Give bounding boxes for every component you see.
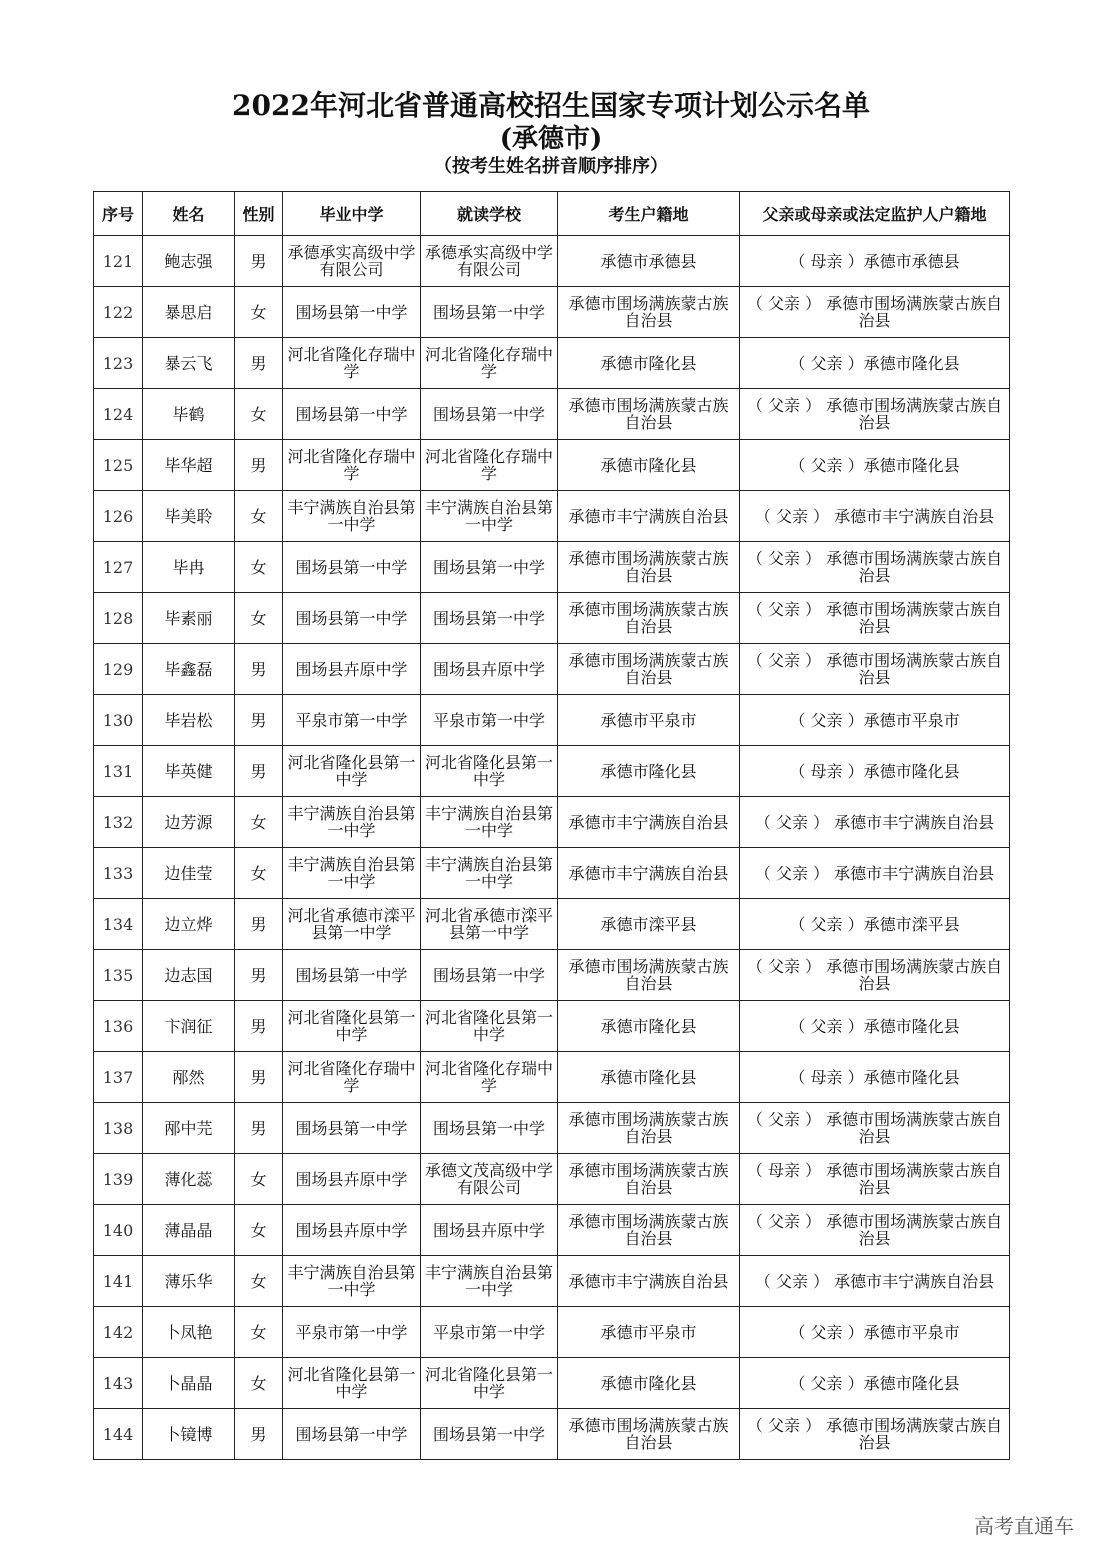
cell-name: 毕素丽	[143, 593, 235, 644]
cell-household: 承德市围场满族蒙古族自治县	[558, 1409, 740, 1460]
cell-gender: 男	[235, 1052, 283, 1103]
cell-current-school: 围场县第一中学	[421, 389, 558, 440]
watermark: 高考直通车	[974, 1514, 1074, 1538]
cell-grad-school: 围场县第一中学	[283, 1103, 421, 1154]
col-header-grad-school: 毕业中学	[283, 192, 421, 236]
table-row	[94, 287, 1010, 338]
table-row	[94, 746, 1010, 797]
cell-grad-school: 河北省隆化存瑞中学	[283, 338, 421, 389]
cell-grad-school: 河北省承德市滦平县第一中学	[283, 899, 421, 950]
cell-current-school: 围场县卉原中学	[421, 1205, 558, 1256]
cell-name: 边立烨	[143, 899, 235, 950]
cell-name: 薄晶晶	[143, 1205, 235, 1256]
cell-current-school: 围场县第一中学	[421, 1409, 558, 1460]
cell-seq: 139	[94, 1154, 143, 1205]
cell-household: 承德市隆化县	[558, 338, 740, 389]
cell-name: 薄乐华	[143, 1256, 235, 1307]
cell-current-school: 丰宁满族自治县第一中学	[421, 848, 558, 899]
cell-guardian-household: （ 父亲 ）承德市平泉市	[740, 1307, 1010, 1358]
cell-grad-school: 承德承实高级中学有限公司	[283, 236, 421, 287]
table-row	[94, 1052, 1010, 1103]
cell-seq: 141	[94, 1256, 143, 1307]
cell-guardian-household: （ 父亲 ） 承德市围场满族蒙古族自治县	[740, 287, 1010, 338]
table-row	[94, 542, 1010, 593]
cell-grad-school: 丰宁满族自治县第一中学	[283, 491, 421, 542]
cell-current-school: 丰宁满族自治县第一中学	[421, 797, 558, 848]
cell-seq: 134	[94, 899, 143, 950]
cell-household: 承德市隆化县	[558, 1001, 740, 1052]
cell-grad-school: 围场县第一中学	[283, 950, 421, 1001]
cell-seq: 142	[94, 1307, 143, 1358]
cell-guardian-household: （ 父亲 ）承德市隆化县	[740, 1358, 1010, 1409]
table-row	[94, 389, 1010, 440]
page-title: 2022年河北省普通高校招生国家专项计划公示名单	[232, 89, 870, 122]
cell-guardian-household: （ 父亲 ） 承德市围场满族蒙古族自治县	[740, 644, 1010, 695]
cell-grad-school: 河北省隆化县第一中学	[283, 746, 421, 797]
cell-grad-school: 丰宁满族自治县第一中学	[283, 1256, 421, 1307]
cell-current-school: 河北省隆化县第一中学	[421, 1358, 558, 1409]
cell-guardian-household: （ 父亲 ） 承德市围场满族蒙古族自治县	[740, 593, 1010, 644]
cell-name: 毕冉	[143, 542, 235, 593]
cell-gender: 男	[235, 746, 283, 797]
cell-household: 承德市隆化县	[558, 746, 740, 797]
cell-grad-school: 围场县第一中学	[283, 1409, 421, 1460]
cell-name: 卜镜博	[143, 1409, 235, 1460]
cell-grad-school: 围场县第一中学	[283, 287, 421, 338]
cell-gender: 男	[235, 899, 283, 950]
table-row	[94, 644, 1010, 695]
cell-seq: 126	[94, 491, 143, 542]
cell-grad-school: 平泉市第一中学	[283, 1307, 421, 1358]
cell-name: 卜凤艳	[143, 1307, 235, 1358]
cell-grad-school: 河北省隆化存瑞中学	[283, 1052, 421, 1103]
cell-guardian-household: （ 父亲 ）承德市隆化县	[740, 338, 1010, 389]
cell-household: 承德市滦平县	[558, 899, 740, 950]
cell-household: 承德市丰宁满族自治县	[558, 797, 740, 848]
cell-seq: 128	[94, 593, 143, 644]
cell-guardian-household: （ 父亲 ） 承德市丰宁满族自治县	[740, 797, 1010, 848]
cell-current-school: 河北省隆化县第一中学	[421, 746, 558, 797]
table-row	[94, 848, 1010, 899]
cell-guardian-household: （ 母亲 ） 承德市围场满族蒙古族自治县	[740, 1154, 1010, 1205]
table-row	[94, 1358, 1010, 1409]
cell-current-school: 河北省隆化存瑞中学	[421, 338, 558, 389]
cell-guardian-household: （ 父亲 ） 承德市围场满族蒙古族自治县	[740, 542, 1010, 593]
cell-grad-school: 丰宁满族自治县第一中学	[283, 848, 421, 899]
cell-name: 暴思启	[143, 287, 235, 338]
cell-gender: 男	[235, 338, 283, 389]
cell-seq: 144	[94, 1409, 143, 1460]
cell-current-school: 河北省隆化存瑞中学	[421, 440, 558, 491]
cell-name: 毕英健	[143, 746, 235, 797]
table-row	[94, 1307, 1010, 1358]
cell-household: 承德市丰宁满族自治县	[558, 1256, 740, 1307]
table-row	[94, 695, 1010, 746]
cell-seq: 124	[94, 389, 143, 440]
cell-seq: 127	[94, 542, 143, 593]
cell-guardian-household: （ 父亲 ） 承德市丰宁满族自治县	[740, 1256, 1010, 1307]
cell-household: 承德市围场满族蒙古族自治县	[558, 1154, 740, 1205]
cell-household: 承德市丰宁满族自治县	[558, 848, 740, 899]
cell-household: 承德市围场满族蒙古族自治县	[558, 644, 740, 695]
cell-current-school: 围场县卉原中学	[421, 644, 558, 695]
cell-guardian-household: （ 父亲 ）承德市隆化县	[740, 440, 1010, 491]
cell-current-school: 承德文茂高级中学有限公司	[421, 1154, 558, 1205]
cell-gender: 女	[235, 542, 283, 593]
cell-name: 边芳源	[143, 797, 235, 848]
cell-seq: 122	[94, 287, 143, 338]
cell-guardian-household: （ 父亲 ）承德市隆化县	[740, 1001, 1010, 1052]
cell-grad-school: 围场县第一中学	[283, 593, 421, 644]
cell-current-school: 丰宁满族自治县第一中学	[421, 1256, 558, 1307]
cell-seq: 136	[94, 1001, 143, 1052]
table-row	[94, 338, 1010, 389]
cell-seq: 131	[94, 746, 143, 797]
cell-grad-school: 河北省隆化县第一中学	[283, 1001, 421, 1052]
cell-guardian-household: （ 母亲 ）承德市隆化县	[740, 746, 1010, 797]
cell-household: 承德市围场满族蒙古族自治县	[558, 593, 740, 644]
table-row	[94, 1154, 1010, 1205]
cell-gender: 男	[235, 236, 283, 287]
cell-household: 承德市隆化县	[558, 1358, 740, 1409]
cell-household: 承德市围场满族蒙古族自治县	[558, 1103, 740, 1154]
cell-guardian-household: （ 父亲 ） 承德市围场满族蒙古族自治县	[740, 1409, 1010, 1460]
cell-seq: 130	[94, 695, 143, 746]
cell-seq: 143	[94, 1358, 143, 1409]
cell-gender: 女	[235, 848, 283, 899]
cell-gender: 男	[235, 644, 283, 695]
table-body	[94, 236, 1010, 1460]
cell-gender: 女	[235, 491, 283, 542]
table-row	[94, 1256, 1010, 1307]
cell-gender: 女	[235, 797, 283, 848]
col-header-seq: 序号	[94, 192, 143, 236]
cell-seq: 140	[94, 1205, 143, 1256]
cell-guardian-household: （ 母亲 ）承德市承德县	[740, 236, 1010, 287]
col-header-current-school: 就读学校	[421, 192, 558, 236]
cell-guardian-household: （ 父亲 ） 承德市围场满族蒙古族自治县	[740, 950, 1010, 1001]
cell-guardian-household: （ 父亲 ） 承德市围场满族蒙古族自治县	[740, 1103, 1010, 1154]
table-row	[94, 1409, 1010, 1460]
cell-grad-school: 围场县第一中学	[283, 542, 421, 593]
cell-gender: 男	[235, 440, 283, 491]
cell-guardian-household: （ 父亲 ） 承德市丰宁满族自治县	[740, 491, 1010, 542]
roster-table	[93, 191, 1010, 1460]
cell-current-school: 围场县第一中学	[421, 593, 558, 644]
cell-current-school: 丰宁满族自治县第一中学	[421, 491, 558, 542]
cell-gender: 男	[235, 1001, 283, 1052]
cell-gender: 男	[235, 1103, 283, 1154]
cell-gender: 女	[235, 1205, 283, 1256]
cell-guardian-household: （ 父亲 ）承德市滦平县	[740, 899, 1010, 950]
cell-guardian-household: （ 父亲 ） 承德市围场满族蒙古族自治县	[740, 389, 1010, 440]
cell-current-school: 围场县第一中学	[421, 1103, 558, 1154]
cell-name: 毕鑫磊	[143, 644, 235, 695]
cell-grad-school: 河北省隆化县第一中学	[283, 1358, 421, 1409]
cell-name: 边佳莹	[143, 848, 235, 899]
cell-name: 薄化蕊	[143, 1154, 235, 1205]
cell-seq: 135	[94, 950, 143, 1001]
cell-grad-school: 围场县卉原中学	[283, 1205, 421, 1256]
cell-grad-school: 围场县卉原中学	[283, 1154, 421, 1205]
cell-grad-school: 丰宁满族自治县第一中学	[283, 797, 421, 848]
cell-name: 边志国	[143, 950, 235, 1001]
col-header-gender: 性别	[235, 192, 283, 236]
cell-gender: 女	[235, 593, 283, 644]
cell-current-school: 河北省隆化存瑞中学	[421, 1052, 558, 1103]
cell-name: 毕岩松	[143, 695, 235, 746]
cell-name: 卜晶晶	[143, 1358, 235, 1409]
cell-current-school: 河北省承德市滦平县第一中学	[421, 899, 558, 950]
table-row	[94, 491, 1010, 542]
cell-household: 承德市围场满族蒙古族自治县	[558, 542, 740, 593]
cell-name: 毕鹤	[143, 389, 235, 440]
table-row	[94, 950, 1010, 1001]
table-row	[94, 593, 1010, 644]
cell-seq: 129	[94, 644, 143, 695]
col-header-name: 姓名	[143, 192, 235, 236]
cell-current-school: 围场县第一中学	[421, 287, 558, 338]
cell-guardian-household: （ 父亲 ）承德市平泉市	[740, 695, 1010, 746]
cell-household: 承德市平泉市	[558, 695, 740, 746]
cell-name: 暴云飞	[143, 338, 235, 389]
cell-gender: 男	[235, 1409, 283, 1460]
cell-name: 鲍志强	[143, 236, 235, 287]
cell-household: 承德市隆化县	[558, 1052, 740, 1103]
cell-household: 承德市围场满族蒙古族自治县	[558, 389, 740, 440]
cell-current-school: 平泉市第一中学	[421, 695, 558, 746]
cell-current-school: 平泉市第一中学	[421, 1307, 558, 1358]
cell-household: 承德市围场满族蒙古族自治县	[558, 950, 740, 1001]
cell-gender: 女	[235, 1307, 283, 1358]
col-header-guardian-household: 父亲或母亲或法定监护人户籍地	[740, 192, 1010, 236]
cell-seq: 133	[94, 848, 143, 899]
cell-gender: 女	[235, 389, 283, 440]
cell-name: 毕美聆	[143, 491, 235, 542]
table-row	[94, 797, 1010, 848]
cell-current-school: 河北省隆化县第一中学	[421, 1001, 558, 1052]
cell-grad-school: 河北省隆化存瑞中学	[283, 440, 421, 491]
table-row	[94, 236, 1010, 287]
cell-household: 承德市围场满族蒙古族自治县	[558, 287, 740, 338]
cell-guardian-household: （ 父亲 ） 承德市丰宁满族自治县	[740, 848, 1010, 899]
cell-seq: 121	[94, 236, 143, 287]
col-header-household: 考生户籍地	[558, 192, 740, 236]
table-row	[94, 1205, 1010, 1256]
cell-seq: 138	[94, 1103, 143, 1154]
cell-name: 邴然	[143, 1052, 235, 1103]
cell-household: 承德市丰宁满族自治县	[558, 491, 740, 542]
cell-gender: 女	[235, 1256, 283, 1307]
header-row	[94, 192, 1010, 236]
cell-gender: 女	[235, 287, 283, 338]
cell-seq: 137	[94, 1052, 143, 1103]
table-row	[94, 1001, 1010, 1052]
cell-current-school: 围场县第一中学	[421, 950, 558, 1001]
cell-gender: 男	[235, 950, 283, 1001]
table-header	[94, 192, 1010, 236]
cell-name: 毕华超	[143, 440, 235, 491]
cell-name: 邴中芫	[143, 1103, 235, 1154]
cell-seq: 132	[94, 797, 143, 848]
cell-name: 卞润征	[143, 1001, 235, 1052]
cell-grad-school: 围场县第一中学	[283, 389, 421, 440]
table-row	[94, 440, 1010, 491]
sort-note: （按考生姓名拼音顺序排序）	[434, 156, 668, 177]
cell-guardian-household: （ 母亲 ）承德市隆化县	[740, 1052, 1010, 1103]
cell-seq: 123	[94, 338, 143, 389]
cell-household: 承德市承德县	[558, 236, 740, 287]
cell-guardian-household: （ 父亲 ） 承德市围场满族蒙古族自治县	[740, 1205, 1010, 1256]
cell-household: 承德市隆化县	[558, 440, 740, 491]
cell-gender: 女	[235, 1154, 283, 1205]
cell-grad-school: 围场县卉原中学	[283, 644, 421, 695]
cell-current-school: 围场县第一中学	[421, 542, 558, 593]
cell-current-school: 承德承实高级中学有限公司	[421, 236, 558, 287]
table-row	[94, 1103, 1010, 1154]
cell-seq: 125	[94, 440, 143, 491]
cell-household: 承德市围场满族蒙古族自治县	[558, 1205, 740, 1256]
cell-gender: 男	[235, 695, 283, 746]
cell-gender: 女	[235, 1358, 283, 1409]
table-row	[94, 899, 1010, 950]
cell-grad-school: 平泉市第一中学	[283, 695, 421, 746]
cell-household: 承德市平泉市	[558, 1307, 740, 1358]
page-subtitle: (承德市)	[499, 124, 603, 154]
